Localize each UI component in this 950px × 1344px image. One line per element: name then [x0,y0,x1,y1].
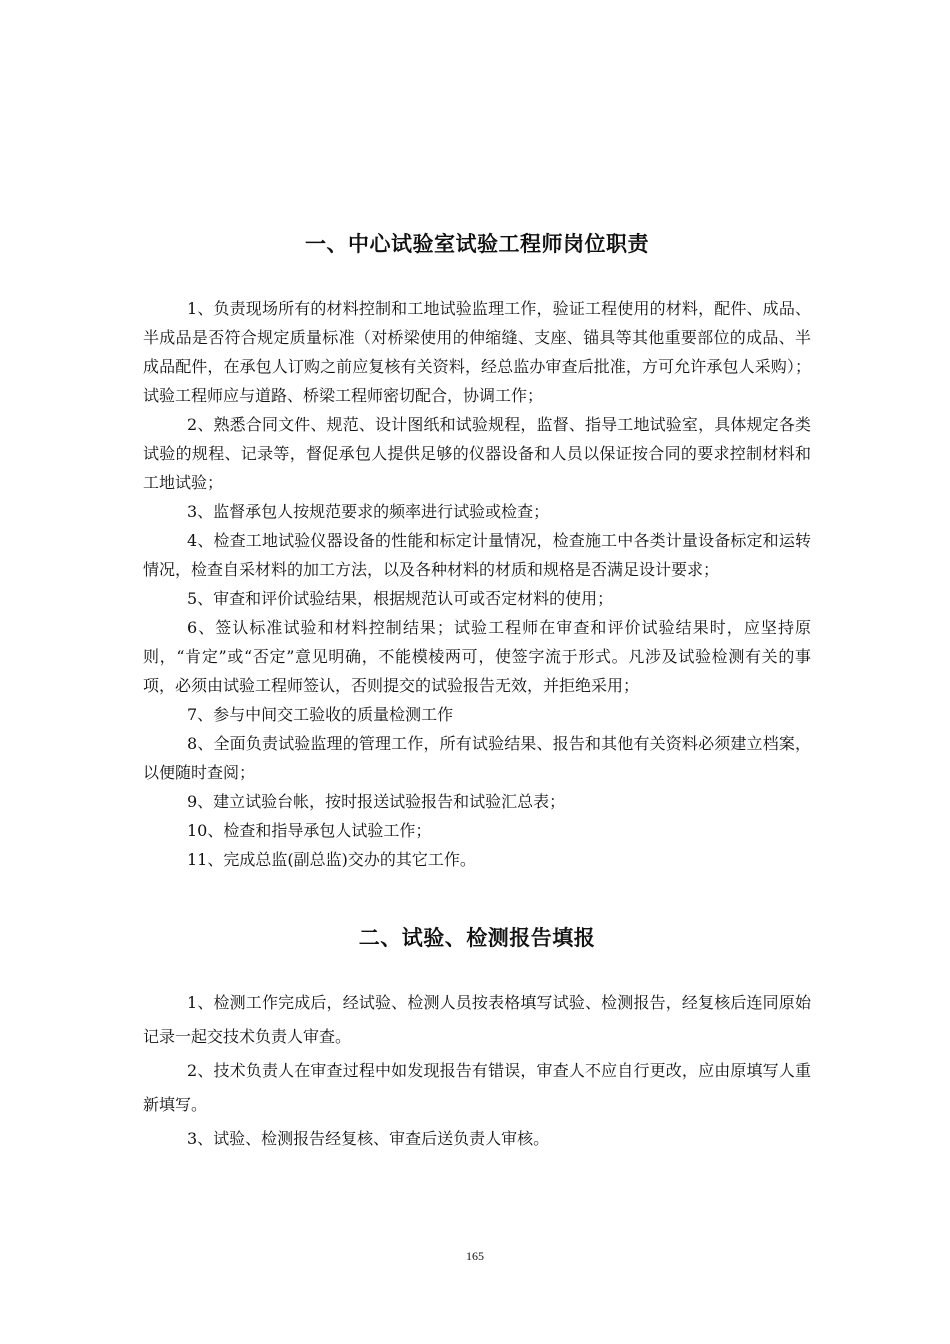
document-content [143,224,811,1156]
section-1-item: 10、检查和指导承包人试验工作； [187,821,432,840]
section-1-item: 8、全面负责试验监理的管理工作，所有试验结果、报告和其他有关资料必须建立档案，以便随时查阅； [143,734,811,782]
section-1-item: 7、参与中间交工验收的质量检测工作 [187,705,454,724]
section-1-item: 9、建立试验台帐，按时报送试验报告和试验汇总表； [187,792,566,811]
section-1-item: 4、检查工地试验仪器设备的性能和标定计量情况，检查施工中各类计量设备标定和运转情况，检查自采材料的加工方法，以及各种材料的材质和规格是否满足设计要求； [143,531,811,579]
section-1-item: 11、完成总监(副总监)交办的其它工作。 [187,850,476,869]
section-2-item: 1、检测工作完成后，经试验、检测人员按表格填写试验、检测报告，经复核后连同原始记录一起交技术负责人审查。 [143,993,811,1046]
section-1-title: 一、中心试验室试验工程师岗位职责 [305,232,649,256]
section-1-body [143,294,811,874]
page-number: 165 [466,1249,484,1263]
section-1-item: 5、审查和评价试验结果，根据规范认可或否定材料的使用； [187,589,614,608]
section-1-item: 6、签认标准试验和材料控制结果；试验工程师在审查和评价试验结果时，应坚持原则，“肯定”或“否定”意见明确，不能模棱两可，使签字流于形式。凡涉及试验检测有关的事项，必须由试验工程师签认，否则提交的试验报告无效，并拒绝采用； [143,618,811,695]
section-2-item: 3、试验、检测报告经复核、审查后送负责人审核。 [187,1129,550,1148]
section-1-item: 3、监督承包人按规范要求的频率进行试验或检查； [187,502,550,521]
section-1-item: 2、熟悉合同文件、规范、设计图纸和试验规程，监督、指导工地试验室，具体规定各类试验的规程、记录等，督促承包人提供足够的仪器设备和人员以保证按合同的要求控制材料和工地试验； [143,415,811,492]
section-2-title: 二、试验、检测报告填报 [358,926,596,950]
section-2-item: 2、技术负责人在审查过程中如发现报告有错误，审查人不应自行更改，应由原填写人重新填写。 [143,1061,811,1114]
section-2-body [143,986,811,1156]
section-1-item: 1、负责现场所有的材料控制和工地试验监理工作，验证工程使用的材料，配件、成品、半成品是否符合规定质量标准（对桥梁使用的伸缩缝、支座、锚具等其他重要部位的成品、半成品配件，在承包人订购之前应复核有关资料，经总监办审查后批准，方可允许承包人采购）；试验工程师应与道路、桥梁工程师密切配合，协调工作； [143,299,811,405]
